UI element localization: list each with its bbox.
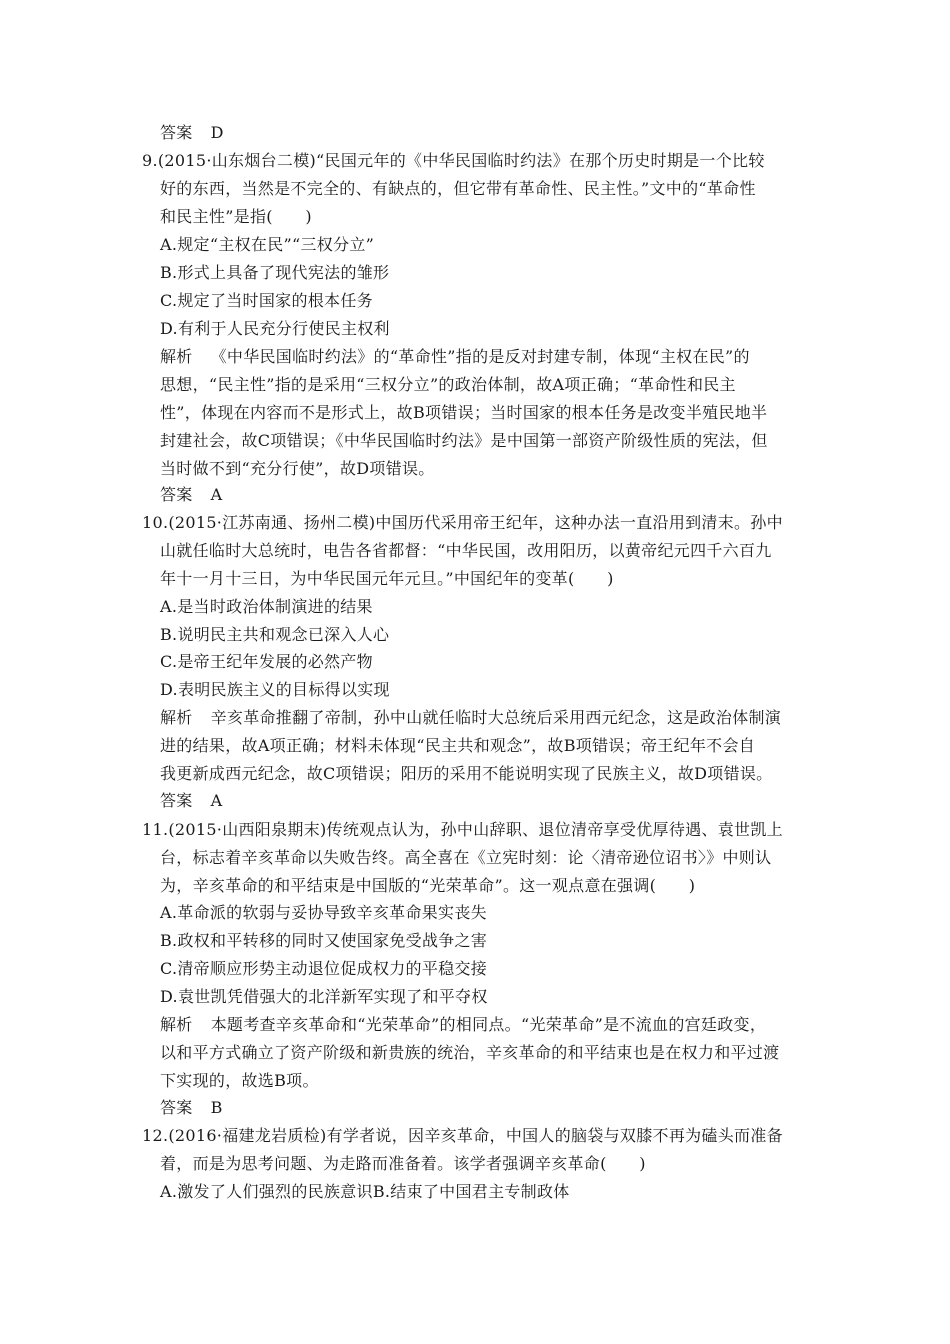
question-10-stem-line: 10.(2015·江苏南通、扬州二模)中国历代采用帝王纪年，这种办法一直沿用到清末。孙中 — [142, 513, 783, 532]
question-9-option-d: D.有利于人民充分行使民主权利 — [160, 319, 390, 338]
question-10-answer-line — [160, 791, 222, 811]
question-9-analysis-line: 性”，体现在内容而不是形式上，故B项错误；当时国家的根本任务是改变半殖民地半 — [160, 403, 768, 422]
answer-label: 答案 — [160, 485, 193, 504]
analysis-text: 辛亥革命推翻了帝制，孙中山就任临时大总统后采用西元纪念，这是政治体制演 — [210, 708, 782, 727]
question-11-analysis-line: 下实现的，故选B项。 — [160, 1071, 319, 1090]
answer-value: D — [210, 123, 224, 142]
question-11-option-c: C.清帝顺应形势主动退位促成权力的平稳交接 — [160, 959, 488, 978]
question-11-analysis-line — [160, 1015, 766, 1035]
question-12-options-ab: A.激发了人们强烈的民族意识B.结束了中国君主专制政体 — [160, 1182, 570, 1201]
question-11-stem-line: 台，标志着辛亥革命以失败告终。高全喜在《立宪时刻：论〈清帝逊位诏书〉》中则认 — [160, 848, 772, 867]
answer-label: 答案 — [160, 1098, 193, 1117]
answer-label: 答案 — [160, 791, 193, 810]
question-9-stem-line: 9.(2015·山东烟台二模)“民国元年的《中华民国临时约法》在那个历史时期是一个比较 — [142, 151, 765, 170]
question-12-stem-line: 12.(2016·福建龙岩质检)有学者说，因辛亥革命，中国人的脑袋与双膝不再为磕头而准备 — [142, 1126, 783, 1145]
question-12-stem-line: 着，而是为思考问题、为走路而准备着。该学者强调辛亥革命( ) — [160, 1154, 646, 1173]
question-9-option-c: C.规定了当时国家的根本任务 — [160, 291, 373, 310]
question-11-option-a: A.革命派的软弱与妥协导致辛亥革命果实丧失 — [160, 903, 487, 922]
question-9-stem-line: 和民主性”是指( ) — [160, 207, 312, 226]
question-10-option-b: B.说明民主共和观念已深入人心 — [160, 625, 390, 644]
question-11-stem-line: 为，辛亥革命的和平结束是中国版的“光荣革命”。这一观点意在强调( ) — [160, 876, 696, 895]
analysis-label: 解析 — [160, 1015, 193, 1034]
question-10-option-a: A.是当时政治体制演进的结果 — [160, 597, 373, 616]
question-10-option-d: D.表明民族主义的目标得以实现 — [160, 680, 390, 699]
question-10-option-c: C.是帝王纪年发展的必然产物 — [160, 652, 373, 671]
analysis-label: 解析 — [160, 708, 193, 727]
question-11-option-b: B.政权和平转移的同时又使国家免受战争之害 — [160, 931, 488, 950]
question-9-analysis-line: 封建社会，故C项错误；《中华民国临时约法》是中国第一部资产阶级性质的宪法，但 — [160, 431, 768, 450]
analysis-label: 解析 — [160, 347, 193, 366]
answer-value: A — [210, 485, 223, 504]
question-9-option-a: A.规定“主权在民”“三权分立” — [160, 235, 375, 254]
question-9-analysis-line: 当时做不到“充分行使”，故D项错误。 — [160, 459, 435, 478]
question-11-option-d: D.袁世凯凭借强大的北洋新军实现了和平夺权 — [160, 987, 488, 1006]
question-10-analysis-line: 我更新成西元纪念，故C项错误；阳历的采用不能说明实现了民族主义，故D项错误。 — [160, 764, 773, 783]
question-10-analysis-line — [160, 708, 781, 728]
question-10-stem-line: 年十一月十三日，为中华民国元年元旦。”中国纪年的变革( ) — [160, 569, 614, 588]
question-9-option-b: B.形式上具备了现代宪法的雏形 — [160, 263, 390, 282]
question-11-answer-line — [160, 1098, 223, 1118]
answer-line — [160, 123, 224, 143]
question-10-analysis-line: 进的结果，故A项正确；材料未体现“民主共和观念”，故B项错误；帝王纪年不会自 — [160, 736, 756, 755]
question-9-stem-line: 好的东西，当然是不完全的、有缺点的，但它带有革命性、民主性。”文中的“革命性 — [160, 179, 756, 198]
analysis-text: 《中华民国临时约法》的“革命性”指的是反对封建专制，体现“主权在民”的 — [210, 347, 750, 366]
question-9-answer-line — [160, 485, 222, 505]
answer-value: A — [210, 791, 223, 810]
question-11-stem-line: 11.(2015·山西阳泉期末)传统观点认为，孙中山辞职、退位清帝享受优厚待遇、袁世凯上 — [142, 820, 783, 839]
analysis-text: 本题考查辛亥革命和“光荣革命”的相同点。“光荣革命”是不流血的宫廷政变， — [210, 1015, 767, 1034]
question-10-stem-line: 山就任临时大总统时，电告各省都督：“中华民国，改用阳历，以黄帝纪元四千六百九 — [160, 541, 772, 560]
question-11-analysis-line: 以和平方式确立了资产阶级和新贵族的统治，辛亥革命的和平结束也是在权力和平过渡 — [160, 1043, 780, 1062]
answer-value: B — [210, 1098, 223, 1117]
question-9-analysis-line — [160, 347, 750, 367]
answer-label: 答案 — [160, 123, 193, 142]
question-9-analysis-line: 思想，“民主性”指的是采用“三权分立”的政治体制，故A项正确；“革命性和民主 — [160, 375, 736, 394]
